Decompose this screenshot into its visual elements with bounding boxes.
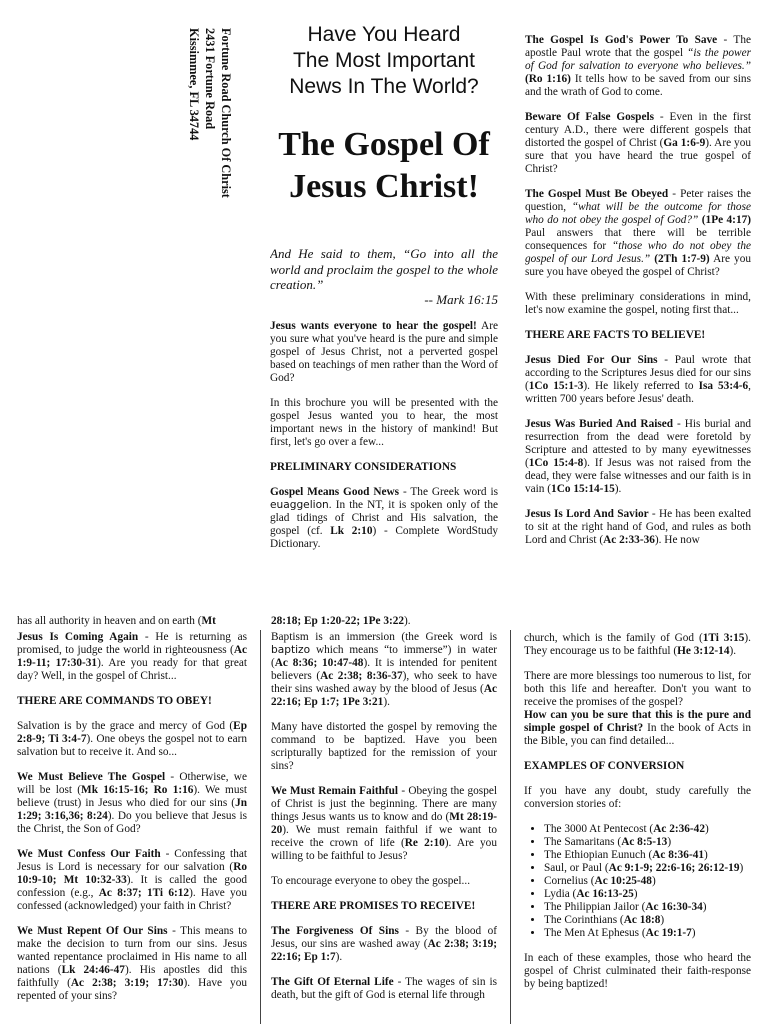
must-be-obeyed-paragraph: The Gospel Must Be Obeyed - Peter raises the question, “what will be the outcome for those who do not obey the gospel of God?” (1Pe 4:17) Paul answers that there will be terrible consequences for “those who do not obey the gospel of our Lord Jesus.” (2Th 1:7-9) Are you sure you have obeyed the gospel of Christ? [525,188,751,278]
false-gospels-paragraph: Beware Of False Gospels - Even in the first century A.D., there were different gospels that distorted the gospel of Christ (Ga 1:6-9). Are you sure that you have heard the true gospel of Christ? [525,111,751,175]
conversion-summary-paragraph: In each of these examples, those who heard the gospel of Christ culminated their faith-response by being baptized! [524,952,751,990]
facts-column [525,34,751,574]
gospel-meaning-paragraph: Gospel Means Good News - The Greek word is euaggelion. In the NT, it is spoken only of the glad tidings of Christ and His salvation, the gospel (cf. Lk 2:10) - Complete WordStudy Dictionary. [270,485,498,550]
list-item: • The Samaritans (Ac 8:5-13) [544,836,751,849]
section-heading-facts: THERE ARE FACTS TO BELIEVE! [525,329,706,341]
list-item: • The Corinthians (Ac 18:8) [544,914,751,927]
list-item: • The Philippian Jailor (Ac 16:30-34) [544,901,751,914]
coming-again-paragraph: Jesus Is Coming Again - He is returning as promised, to judge the world in righteousness (Ac 1:9-11; 17:30-31). Are you ready for that great day? Well, in the gospel of Christ... [17,631,247,682]
believe-paragraph: We Must Believe The Gospel - Otherwise, we will be lost (Mk 16:15-16; Ro 1:16). We must believe (trust) in Jesus who died for our sins (Jn 1:29; 3:16,36; 8:24). Do you believe that Jesus is the Christ, the Son of God? [17,771,247,835]
conversion-intro-paragraph: If you have any doubt, study carefully the conversion stories of: [524,785,751,810]
jesus-raised-paragraph: Jesus Was Buried And Raised - His burial and resurrection from the dead were foretold by Scripture and attested to by many eyewitnesses (1Co 15:4-8). If Jesus was not raised from the dead, they were false witnesses and our faith is in vain (1Co 15:14-15). [525,418,751,495]
baptism-paragraph: Baptism is an immersion (the Greek word is baptizo which means “to immerse”) in water (Ac 8:36; 10:47-48). It is intended for penitent believers (Ac 2:38; 8:36-37), who seek to have their sins washed away by the blood of Jesus (Ac 22:16; Ep 1:7; 1Pe 3:21). [271,631,497,708]
list-item: • Lydia (Ac 16:13-25) [544,888,751,901]
grace-paragraph: Salvation is by the grace and mercy of God (Ep 2:8-9; Ti 3:4-7). One obeys the gospel not to earn salvation but to receive it. And so... [17,720,247,758]
remain-faithful-paragraph: We Must Remain Faithful - Obeying the gospel of Christ is just the beginning. There are many things Jesus wants us to know and do (Mt 28:19-20). We must remain faithful if we want to receive the crown of life (Re 2:10). Are you willing to be faithful to Jesus? [271,785,497,862]
power-to-save-paragraph: The Gospel Is God's Power To Save - The apostle Paul wrote that the gospel “is the power of God for salvation to everyone who believes.” (Ro 1:16) It tells how to be saved from our sins and the wrath of God to come. [525,34,751,98]
section-heading-promises: THERE ARE PROMISES TO RECEIVE! [271,900,476,912]
more-blessings-paragraph: There are more blessings too numerous to list, for both this life and hereafter. Don't you want to receive the promises of the gospel? [524,670,751,708]
authority-continued-text: has all authority in heaven and on earth (Mt [17,615,216,627]
column-divider-right [510,630,511,1024]
section-heading-commands: THERE ARE COMMANDS TO OBEY! [17,695,212,707]
repent-paragraph: We Must Repent Of Our Sins - This means to make the decision to turn from our sins. Jesus wanted repentance proclaimed in His name to all nations (Lk 24:46-47). His apostles did this faithfully (Ac 2:38; 3:19; 17:30). Have you repented of your sins? [17,925,247,1002]
intro-paragraph: Jesus wants everyone to hear the gospel! Are you sure what you've heard is the pure and simple gospel of Jesus Christ, not a perverted gospel based on teachings of men rather than the Word of God? [270,319,498,384]
jesus-lord-paragraph: Jesus Is Lord And Savior - He has been exalted to sit at the right hand of God, and rules as both Lord and Christ (Ac 2:33-36). He now [525,508,751,546]
confess-paragraph: We Must Confess Our Faith - Confessing that Jesus is Lord is necessary for our salvation (Ro 10:9-10; Mt 10:32-33). It is called the good confession (e.g., Ac 8:37; 1Ti 6:12). Have you confessed (acknowledged) your faith in Christ? [17,848,247,912]
church-family-paragraph: church, which is the family of God (1Ti 3:15). They encourage us to be faithful (He 3:12-14). [524,632,751,657]
eternal-life-paragraph: The Gift Of Eternal Life - The wages of sin is death, but the gift of God is eternal life through [271,976,497,1001]
section-heading-conversion: EXAMPLES OF CONVERSION [524,760,685,772]
conversion-column [524,632,751,1024]
commands-column [17,615,247,1024]
encourage-paragraph: To encourage everyone to obey the gospel... [271,875,471,887]
column-divider-left [260,630,261,1024]
cover-question: Have You Heard The Most Important News In The World? [289,23,479,98]
cover-title: The Gospel Of Jesus Christ! [278,126,490,205]
intro-brochure-paragraph: In this brochure you will be presented with the gospel Jesus wanted you to hear, the most important news in the history of mankind! But first, let's go over a few... [270,396,498,448]
address-church-name: Fortune Road Church Of Christ [219,28,233,198]
list-item: • Saul, or Paul (Ac 9:1-9; 22:6-16; 26:12-19) [544,862,751,875]
address-city: Kissimmee, FL 34744 [187,28,201,141]
forgiveness-paragraph: The Forgiveness Of Sins - By the blood of Jesus, our sins are washed away (Ac 2:38; 3:19; 22:16; Ep 1:7). [271,925,497,963]
address-street: 2431 Fortune Road [203,28,217,130]
list-item: • Cornelius (Ac 10:25-48) [544,875,751,888]
list-item: • The 3000 At Pentecost (Ac 2:36-42) [544,823,751,836]
preliminary-summary-paragraph: With these preliminary considerations in mind, let's now examine the gospel, noting first that... [525,291,751,316]
list-item: • The Ethiopian Eunuch (Ac 8:36-41) [544,849,751,862]
section-heading-preliminary: PRELIMINARY CONSIDERATIONS [270,460,457,473]
cover-quote: And He said to them, “Go into all the world and proclaim the gospel to the whole creation.” [270,246,498,292]
cover-column [270,22,498,572]
church-address [182,28,234,238]
distorted-gospel-paragraph: Many have distorted the gospel by removing the command to be baptized. Have you been scripturally baptized for the remission of your sins? [271,721,497,772]
promises-column [271,615,497,1024]
list-item: • The Men At Ephesus (Ac 19:1-7) [544,927,751,940]
conversion-list [524,823,751,940]
authority-reference-text: 28:18; Ep 1:20-22; 1Pe 3:22). [271,615,411,627]
jesus-died-paragraph: Jesus Died For Our Sins - Paul wrote that according to the Scriptures Jesus died for our sins (1Co 15:1-3). He likely referred to Isa 53:4-6, written 700 years before Jesus' death. [525,354,751,405]
cover-quote-reference: -- Mark 16:15 [424,291,498,307]
how-sure-paragraph: How can you be sure that this is the pure and simple gospel of Christ? In the book of Acts in the Bible, you can find detailed... [524,709,751,747]
